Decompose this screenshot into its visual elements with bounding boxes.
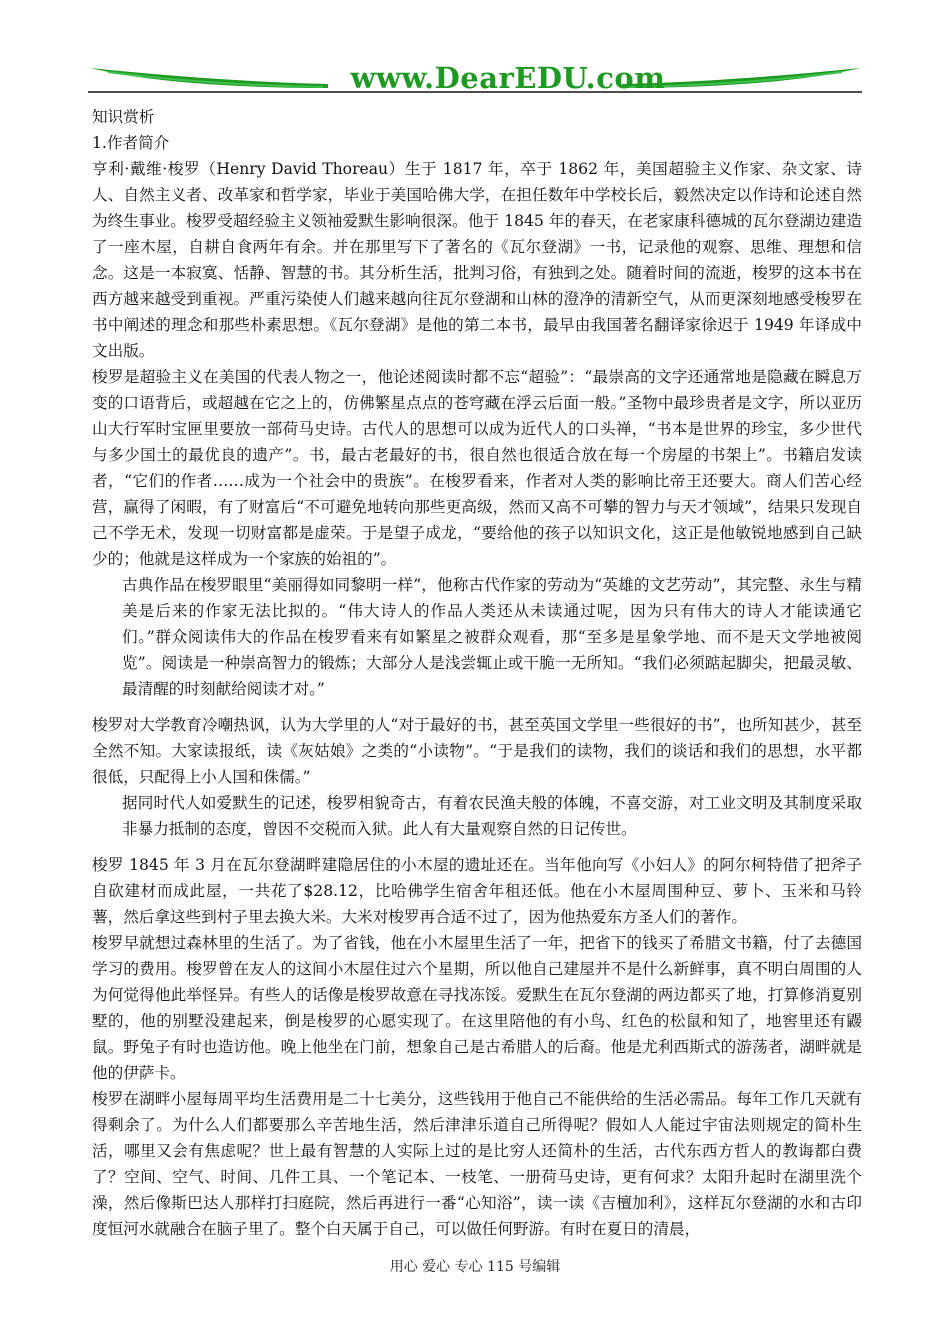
paragraph: 古典作品在梭罗眼里“美丽得如同黎明一样”，他称古代作家的劳动为“英雄的文艺劳动”，其完整、永生与精美是后来的作家无法比拟的。“伟大诗人的作品人类还从未读通过呢，因为只有伟大的诗人才能读通它们。”群众阅读伟大的作品在梭罗看来有如繁星之被群众观看，那“至多是星象学地、而不是天文学地被阅览”。阅读是一种崇高智力的锻炼；大部分人是浅尝辄止或干脆一无所知。“我们必须踮起脚尖，把最灵敏、最清醒的时刻献给阅读才对。”: [122, 576, 862, 698]
paragraph: 据同时代人如爱默生的记述，梭罗相貌奇古，有着农民渔夫般的体魄，不喜交游，对工业文明及其制度采取非暴力抵制的态度，曾因不交税而入狱。此人有大量观察自然的日记传世。: [122, 794, 862, 838]
paragraph: 梭罗是超验主义在美国的代表人物之一，他论述阅读时都不忘“超验”：“最崇高的文字还通常地是隐藏在瞬息万变的口语背后，或超越在它之上的，仿佛繁星点点的苍穹藏在浮云后面一般。”圣物中最珍贵者是文字，所以亚历山大行军时宝匣里要放一部荷马史诗。古代人的思想可以成为近代人的口头禅，“书本是世界的珍宝，多少世代与多少国土的最优良的遗产”。书，最古老最好的书，很自然也很适合放在每一个房屋的书架上”。书籍启发读者，“它们的作者……成为一个社会中的贵族”。在梭罗看来，作者对人类的影响比帝王还要大。商人们苦心经营，赢得了闲暇，有了财富后“不可避免地转向那些更高级，然而又高不可攀的智力与天才领域”，结果只发现自己不学无术，发现一切财富都是虚荣。于是望子成龙，“要给他的孩子以知识文化，这正是他敏锐地感到自己缺少的；他就是这样成为一个家族的始祖的”。: [92, 368, 862, 568]
paragraph: 梭罗在湖畔小屋每周平均生活费用是二十七美分，这些钱用于他自己不能供给的生活必需品。每年工作几天就有得剩余了。为什么人们都要那么辛苦地生活，然后津津乐道自己所得呢？假如人人能过宇宙法则规定的简朴生活，哪里又会有焦虑呢？世上最有智慧的人实际上过的是比穷人还简朴的生活，古代东西方哲人的教诲都白费了？空间、空气、时间、几件工具、一个笔记本、一枝笔、一册荷马史诗，更有何求？太阳升起时在湖里洗个澡，然后像斯巴达人那样打扫庭院，然后再进行一番“心知浴”，读一读《吉檀加利》，这样瓦尔登湖的水和古印度恒河水就融合在脑子里了。整个白天属于自己，可以做任何野游。有时在夏日的清晨，: [92, 1090, 862, 1238]
subsection-title: 1.作者简介: [92, 134, 170, 152]
site-logo: www.DearEDU.com: [350, 61, 666, 95]
paragraph: 梭罗早就想过森林里的生活了。为了省钱，他在小木屋里生活了一年，把省下的钱买了希腊文书籍，付了去德国学习的费用。梭罗曾在友人的这间小木屋住过六个星期，所以他自己建屋并不是什么新鲜事，真不明白周围的人为何觉得他此举怪异。有些人的话像是梭罗故意在寻找冻馁。爱默生在瓦尔登湖的两边都买了地，打算修消夏别墅的，他的别墅没建起来，倒是梭罗的心愿实现了。在这里陪他的有小鸟、红色的松鼠和知了，地窖里还有鼹鼠。野兔子有时也造访他。晚上他坐在门前，想象自己是古希腊人的后裔。他是尤利西斯式的游荡者，湖畔就是他的伊萨卡。: [92, 934, 862, 1082]
paragraph: 梭罗对大学教育冷嘲热讽，认为大学里的人“对于最好的书，甚至英国文学里一些很好的书”，也所知甚少，甚至全然不知。大家读报纸，读《灰姑娘》之类的“小读物”。“于是我们的读物，我们的谈话和我们的思想，水平都很低，只配得上小人国和侏儒。”: [92, 716, 862, 786]
paragraph: 梭罗 1845 年 3 月在瓦尔登湖畔建隐居住的小木屋的遗址还在。当年他向写《小妇人》的阿尔柯特借了把斧子自砍建材而成此屋，一共花了$28.12，比哈佛学生宿舍年租还低。他在小木屋周围种豆、萝卜、玉米和马铃薯，然后拿这些到村子里去换大米。大米对梭罗再合适不过了，因为他热爱东方圣人们的著作。: [92, 856, 862, 926]
section-title: 知识赏析: [92, 108, 155, 126]
paragraph: 亨利·戴维·梭罗（Henry David Thoreau）生于 1817 年，卒于 1862 年，美国超验主义作家、杂文家、诗人、自然主义者、改革家和哲学家，毕业于美国哈佛大学，在担任数年中学校长后，毅然决定以作诗和论述自然为终生事业。梭罗受超经验主义领袖爱默生影响很深。他于 1845 年的春天，在老家康科德城的瓦尔登湖边建造了一座木屋，自耕自食两年有余。并在那里写下了著名的《瓦尔登湖》一书，记录他的观察、思维、理想和信念。这是一本寂寞、恬静、智慧的书。其分析生活，批判习俗，有独到之处。随着时间的流逝，梭罗的这本书在西方越来越受到重视。严重污染使人们越来越向往瓦尔登湖和山林的澄净的清新空气，从而更深刻地感受梭罗在书中阐述的理念和那些朴素思想。《瓦尔登湖》是他的第二本书，最早由我国著名翻译家徐迟于 1949 年译成中文出版。: [92, 160, 862, 360]
site-header: [88, 58, 862, 98]
page-footer: 用心 爱心 专心 115 号编辑: [389, 1259, 561, 1275]
article-body: [92, 104, 862, 1242]
